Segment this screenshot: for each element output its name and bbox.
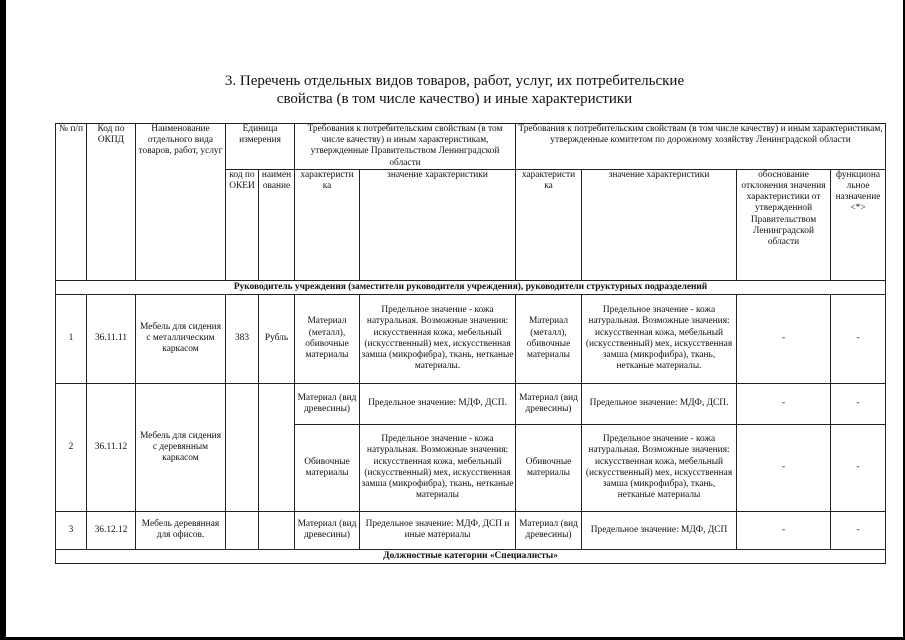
cell-gov-characteristic: Материал (вид древесины)	[295, 383, 360, 424]
cell-com-value: Предельное значение - кожа натуральная. Возможные значения: искусственная кожа, мебельный (искусственный) мех, искусственная замша (микрофибра), ткань, нетканые материалы	[582, 424, 737, 511]
header-gov-characteristic: характеристи ка	[295, 169, 360, 280]
cell-gov-characteristic: Обивочные материалы	[295, 424, 360, 511]
cell-gov-value: Предельное значение - кожа натуральная. Возможные значения: искусственная кожа, мебельный (искусственный) мех, искусственная замша (микрофибра), ткань, нетканые материалы.	[360, 294, 516, 383]
cell-okei	[226, 511, 259, 549]
table-row	[56, 294, 886, 383]
cell-unit-name: Рубль	[259, 294, 295, 383]
cell-gov-value: Предельное значение - кожа натуральная. Возможные значения: искусственная кожа, мебельный (искусственный) мех, искусственная замша (микрофибра), ткань, нетканые материалы	[360, 424, 516, 511]
document-page	[6, 0, 903, 637]
cell-justification: -	[737, 511, 831, 549]
header-com-characteristic: характеристи ка	[516, 169, 582, 280]
cell-num: 1	[56, 294, 87, 383]
cell-num: 3	[56, 511, 87, 549]
cell-name: Мебель для сидения с деревянным каркасом	[136, 383, 226, 511]
cell-gov-characteristic: Материал (металл), обивочные материалы	[295, 294, 360, 383]
header-committee-requirements: Требования к потребительским свойствам (в том числе качеству) и иным характеристикам, утвержденные комитетом по дорожному хозяйству Ленинградской области	[516, 124, 886, 170]
title-line-1: 3. Перечень отдельных видов товаров, работ, услуг, их потребительские	[224, 73, 685, 89]
cell-com-characteristic: Материал (вид древесины)	[516, 383, 582, 424]
section-specialists: Должностные категории «Специалисты»	[56, 549, 886, 563]
cell-purpose: -	[831, 383, 886, 424]
cell-okpd: 36.12.12	[87, 511, 136, 549]
header-num: № п/п	[56, 124, 87, 281]
header-purpose: функциона льное назначение <*>	[831, 169, 886, 280]
cell-okpd: 36.11.11	[87, 294, 136, 383]
cell-justification: -	[737, 294, 831, 383]
cell-com-characteristic: Обивочные материалы	[516, 424, 582, 511]
page-title	[6, 72, 903, 108]
title-line-2: свойства (в том числе качество) и иные характеристики	[276, 91, 633, 107]
header-unit: Единица измерения	[226, 124, 295, 170]
section-row-managers	[56, 280, 886, 294]
header-unit-name: наимен ование	[259, 169, 295, 280]
cell-num: 2	[56, 383, 87, 511]
cell-name: Мебель деревянная для офисов.	[136, 511, 226, 549]
cell-purpose: -	[831, 424, 886, 511]
cell-justification: -	[737, 424, 831, 511]
header-row-1	[56, 124, 886, 170]
cell-com-characteristic: Материал (вид древесины)	[516, 511, 582, 549]
header-gov-requirements: Требования к потребительским свойствам (в том числе качеству) и иным характеристикам, утвержденные Правительством Ленинградской области	[295, 124, 516, 170]
cell-com-value: Предельное значение: МДФ, ДСП.	[582, 383, 737, 424]
header-justification: обоснование отклонения значения характеристики от утвержденной Правительством Ленинградской области	[737, 169, 831, 280]
cell-okpd: 36.11.12	[87, 383, 136, 511]
header-okpd: Код по ОКПД	[87, 124, 136, 281]
header-name: Наименование отдельного вида товаров, работ, услуг	[136, 124, 226, 281]
cell-com-value: Предельное значение - кожа натуральная. Возможные значения: искусственная кожа, мебельный (искусственный) мех, искусственная замша (микрофибра), ткань, нетканые материалы.	[582, 294, 737, 383]
cell-okei: 383	[226, 294, 259, 383]
table-row	[56, 511, 886, 549]
section-managers: Руководитель учреждения (заместители руководителя учреждения), руководители структурных подразделений	[56, 280, 886, 294]
cell-unit-name	[259, 511, 295, 549]
cell-name: Мебель для сидения с металлическим каркасом	[136, 294, 226, 383]
characteristics-table	[55, 123, 886, 564]
cell-justification: -	[737, 383, 831, 424]
cell-unit-name	[259, 383, 295, 511]
cell-purpose: -	[831, 294, 886, 383]
section-row-specialists	[56, 549, 886, 563]
cell-okei	[226, 383, 259, 511]
cell-purpose: -	[831, 511, 886, 549]
cell-com-characteristic: Материал (металл), обивочные материалы	[516, 294, 582, 383]
table-row	[56, 383, 886, 424]
cell-gov-value: Предельное значение: МДФ, ДСП и иные материалы	[360, 511, 516, 549]
cell-com-value: Предельное значение: МДФ, ДСП	[582, 511, 737, 549]
header-com-value: значение характеристики	[582, 169, 737, 280]
header-okei: код по ОКЕИ	[226, 169, 259, 280]
cell-gov-characteristic: Материал (вид древесины)	[295, 511, 360, 549]
cell-gov-value: Предельное значение: МДФ, ДСП.	[360, 383, 516, 424]
header-gov-value: значение характеристики	[360, 169, 516, 280]
